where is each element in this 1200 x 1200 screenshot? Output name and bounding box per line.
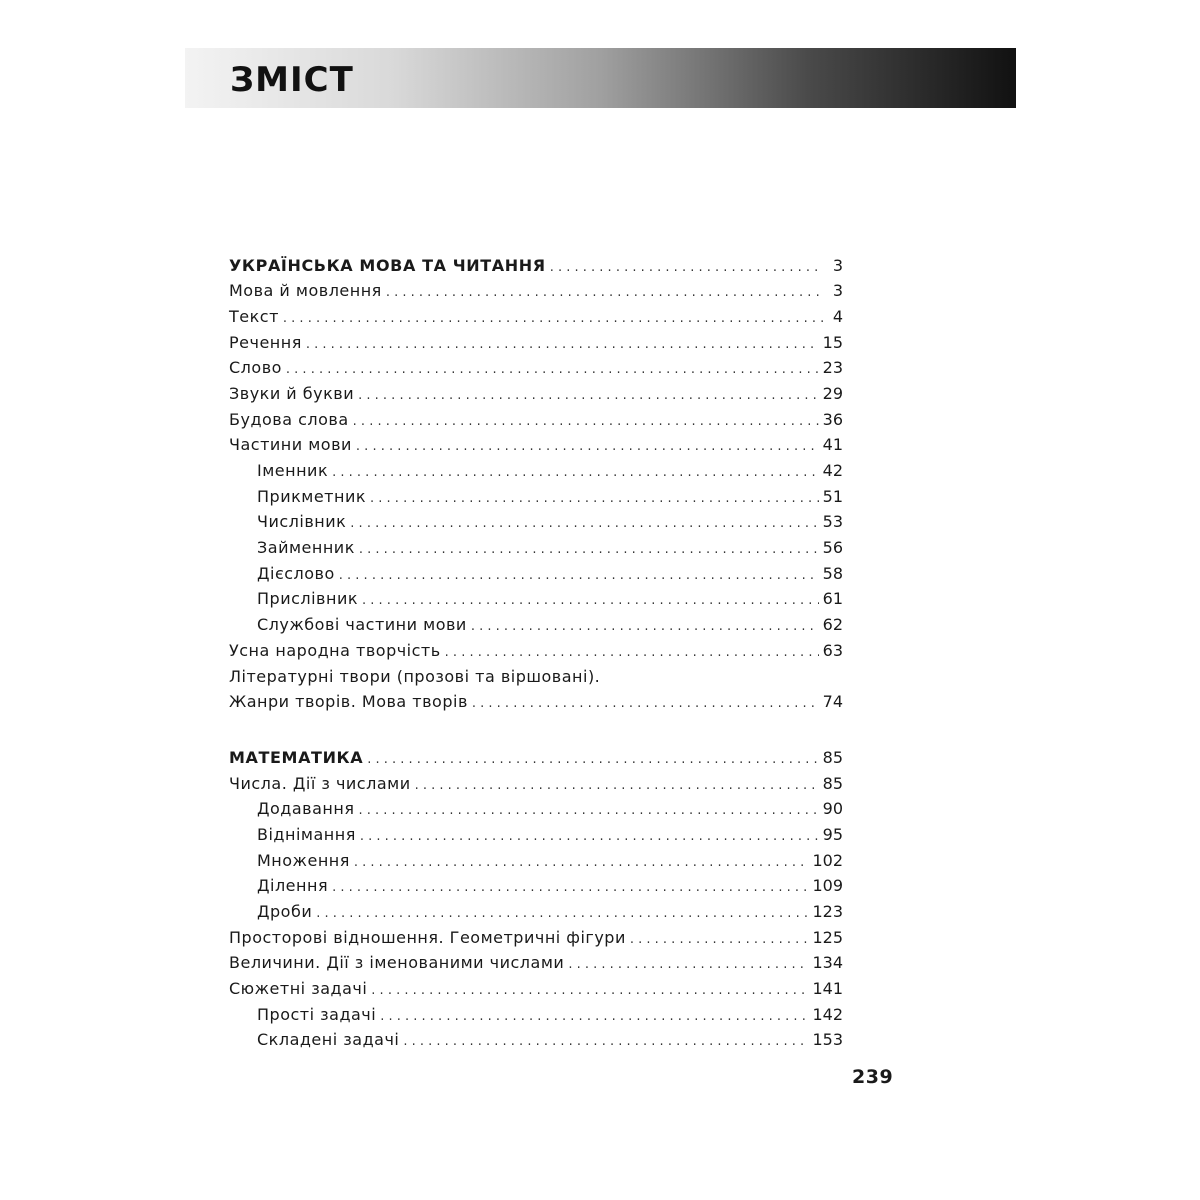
toc-entry: [229, 689, 843, 714]
toc-entry: [229, 664, 843, 689]
toc-leader-dots: [356, 434, 819, 459]
toc-entry-label: Прислівник: [257, 589, 359, 608]
toc-leader-dots: [354, 850, 809, 875]
toc-leader-dots: [283, 306, 823, 331]
toc-entry-page: 53: [822, 512, 843, 531]
toc-entry: [229, 535, 843, 560]
toc-entry-label: Усна народна творчість: [229, 641, 441, 660]
toc-entry-label: Слово: [229, 358, 282, 377]
toc-entry: [229, 899, 843, 924]
toc-entry-label: Множення: [257, 851, 350, 870]
toc-leader-dots: [445, 640, 819, 665]
toc-leader-dots: [630, 927, 809, 952]
toc-entry: [229, 432, 843, 457]
toc-entry: [229, 304, 843, 329]
toc-entry-page: 3: [832, 256, 843, 275]
toc-entry-page: 36: [822, 410, 843, 429]
toc-leader-dots: [332, 460, 819, 485]
toc-entry: [229, 976, 843, 1001]
toc-entry-page: 56: [822, 538, 843, 557]
toc-entry: [229, 509, 843, 534]
toc-entry-label: Ділення: [257, 876, 329, 895]
toc-entry-label: Числа. Дії з числами: [229, 774, 411, 793]
toc-entry-page: 85: [822, 748, 843, 767]
toc-entry-label: Додавання: [257, 799, 355, 818]
toc-entry-label: Літературні твори (прозові та віршовані).: [229, 667, 601, 686]
toc-entry-page: 63: [822, 641, 843, 660]
toc-leader-dots: [316, 901, 808, 926]
toc-entry-page: 123: [812, 902, 843, 921]
toc-entry: [229, 822, 843, 847]
toc-entry: [229, 458, 843, 483]
toc-entry-page: 58: [822, 564, 843, 583]
toc-entry: [229, 355, 843, 380]
toc-entry: [229, 407, 843, 432]
toc-entry-label: МАТЕМАТИКА: [229, 748, 364, 767]
toc-entry-label: Частини мови: [229, 435, 352, 454]
toc-entry-page: 29: [822, 384, 843, 403]
toc-entry-label: Звуки й букви: [229, 384, 355, 403]
toc-leader-dots: [332, 875, 808, 900]
toc-leader-dots: [360, 824, 819, 849]
toc-entry-page: 42: [822, 461, 843, 480]
toc-entry-page: 95: [822, 825, 843, 844]
toc-entry: [229, 278, 843, 303]
toc-leader-dots: [339, 563, 819, 588]
toc-entry-label: Складені задачі: [257, 1030, 400, 1049]
toc-entry-page: 109: [812, 876, 843, 895]
toc-entry-page: 85: [822, 774, 843, 793]
toc-entry: [229, 561, 843, 586]
toc-entry-page: 125: [812, 928, 843, 947]
toc-entry-label: Речення: [229, 333, 302, 352]
toc-entry: [229, 586, 843, 611]
toc-leader-dots: [380, 1004, 808, 1029]
toc-entry-page: 134: [812, 953, 843, 972]
toc-entry-label: Жанри творів. Мова творів: [229, 692, 468, 711]
toc-leader-dots: [367, 747, 818, 772]
toc-entry-page: 153: [812, 1030, 843, 1049]
toc-leader-dots: [472, 691, 819, 716]
toc-entry: [229, 1002, 843, 1027]
toc-entry-page: 15: [822, 333, 843, 352]
toc-entry-label: Іменник: [257, 461, 329, 480]
toc-entry-page: 90: [822, 799, 843, 818]
toc-entry-label: Дієслово: [257, 564, 335, 583]
toc-entry-label: Текст: [229, 307, 279, 326]
toc-leader-dots: [371, 978, 808, 1003]
toc-entry-label: Сюжетні задачі: [229, 979, 368, 998]
toc-leader-dots: [370, 486, 819, 511]
toc-entry: [229, 484, 843, 509]
toc-entry: [229, 381, 843, 406]
toc-entry-label: Прості задачі: [257, 1005, 377, 1024]
toc-section: [229, 745, 843, 770]
toc-leader-dots: [362, 588, 819, 613]
toc-entry-page: 23: [822, 358, 843, 377]
toc-entry-label: Величини. Дії з іменованими числами: [229, 953, 565, 972]
toc-entry: [229, 771, 843, 796]
toc-entry-page: 62: [822, 615, 843, 634]
toc-entry: [229, 873, 843, 898]
toc-leader-dots: [286, 357, 819, 382]
toc-entry-label: Дроби: [257, 902, 313, 921]
toc-entry: [229, 950, 843, 975]
toc-leader-dots: [358, 798, 818, 823]
page-number: 239: [852, 1066, 894, 1088]
page-title: ЗМІСТ: [230, 60, 354, 100]
toc-entry-label: Службові частини мови: [257, 615, 467, 634]
toc-entry-label: УКРАЇНСЬКА МОВА ТА ЧИТАННЯ: [229, 256, 546, 275]
toc-entry-label: Просторові відношення. Геометричні фігури: [229, 928, 626, 947]
toc-leader-dots: [306, 332, 819, 357]
toc-entry: [229, 848, 843, 873]
toc-entry-page: 142: [812, 1005, 843, 1024]
toc-entry-label: Будова слова: [229, 410, 349, 429]
toc-entry: [229, 612, 843, 637]
toc-entry-page: 74: [822, 692, 843, 711]
toc-entry-page: 51: [822, 487, 843, 506]
toc-entry-label: Мова й мовлення: [229, 281, 382, 300]
toc-entry-page: 41: [822, 435, 843, 454]
toc-entry-label: Числівник: [257, 512, 347, 531]
toc-entry: [229, 796, 843, 821]
toc-leader-dots: [386, 280, 823, 305]
toc-entry: [229, 330, 843, 355]
toc-entry-label: Прикметник: [257, 487, 367, 506]
toc-entry-label: Займенник: [257, 538, 355, 557]
toc-leader-dots: [358, 383, 819, 408]
toc-leader-dots: [403, 1029, 808, 1054]
toc-entry: [229, 638, 843, 663]
toc-leader-dots: [550, 255, 823, 280]
toc-leader-dots: [471, 614, 819, 639]
toc-leader-dots: [350, 511, 818, 536]
toc-leader-dots: [415, 773, 819, 798]
toc-leader-dots: [568, 952, 808, 977]
toc-entry-page: 102: [812, 851, 843, 870]
toc-section: [229, 253, 843, 278]
toc-entry-page: 141: [812, 979, 843, 998]
toc-entry-label: Віднімання: [257, 825, 356, 844]
toc-entry: [229, 925, 843, 950]
toc-entry-page: 3: [832, 281, 843, 300]
toc-entry: [229, 1027, 843, 1052]
toc-entry-page: 4: [832, 307, 843, 326]
toc-leader-dots: [359, 537, 819, 562]
toc-entry-page: 61: [822, 589, 843, 608]
toc-leader-dots: [353, 409, 819, 434]
